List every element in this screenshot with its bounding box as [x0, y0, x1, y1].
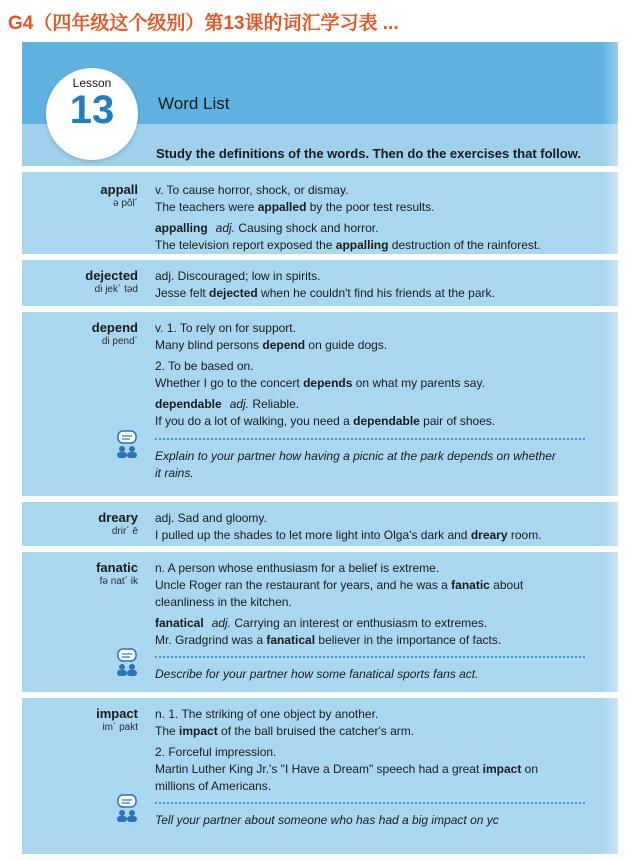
entry-fanatic	[22, 546, 618, 692]
page-title: Word List	[158, 94, 230, 113]
entry-dejected	[22, 254, 618, 306]
example: Whether I go to the concert depends on what my parents say.	[155, 376, 485, 390]
example: Uncle Roger ran the restaurant for years, and he was a fanatic about	[155, 578, 524, 592]
headword: appall	[100, 182, 138, 197]
pronunciation: ə pôl´	[112, 198, 138, 209]
partner-prompt: Describe for your partner how some fanatical sports fans act.	[155, 667, 479, 681]
partner-talk-icon	[114, 648, 140, 678]
example: The teachers were appalled by the poor test results.	[155, 200, 435, 214]
dotted-divider	[155, 656, 585, 658]
headword: depend	[91, 320, 138, 335]
partner-prompt-cont: it rains.	[155, 466, 194, 480]
definition: n. 1. The striking of one object by another.	[155, 707, 379, 721]
dotted-divider	[155, 438, 585, 440]
page-spine-shadow	[602, 42, 618, 854]
derivative: fanatical adj. Carrying an interest or enthusiasm to extremes.	[155, 616, 488, 630]
headword: impact	[96, 706, 138, 721]
example: I pulled up the shades to let more light into Olga's dark and dreary room.	[155, 528, 542, 542]
derivative: appalling adj. Causing shock and horror.	[155, 221, 379, 235]
example-cont: millions of Americans.	[155, 779, 272, 793]
example: The television report exposed the appalling destruction of the rainforest.	[155, 238, 541, 252]
example: If you do a lot of walking, you need a dependable pair of shoes.	[155, 414, 496, 428]
pronunciation: im´ pakt	[102, 722, 138, 733]
partner-talk-icon	[114, 430, 140, 460]
headword: dreary	[98, 510, 138, 525]
example: Many blind persons depend on guide dogs.	[155, 338, 388, 352]
entry-appall	[22, 166, 618, 260]
definition: n. A person whose enthusiasm for a belief is extreme.	[155, 561, 440, 575]
example: Mr. Gradgrind was a fanatical believer in the importance of facts.	[155, 633, 502, 647]
definition: adj. Sad and gloomy.	[155, 511, 267, 525]
entry-impact	[22, 692, 618, 854]
example: Martin Luther King Jr.'s "I Have a Dream" speech had a great impact on	[155, 762, 539, 776]
partner-prompt: Explain to your partner how having a picnic at the park depends on whether	[155, 449, 556, 463]
pronunciation: fə nat´ ik	[99, 576, 138, 587]
definition: 2. To be based on.	[155, 359, 254, 373]
lesson-number: 13	[69, 88, 115, 132]
example: The impact of the ball bruised the catcher's arm.	[155, 724, 415, 738]
partner-talk-icon	[114, 794, 140, 824]
headword: fanatic	[96, 560, 138, 575]
definition: v. 1. To rely on for support.	[155, 321, 296, 335]
pronunciation: di pend´	[101, 336, 138, 347]
lesson-label: Lesson	[72, 76, 112, 90]
pronunciation: drir´ ē	[111, 526, 138, 537]
definition: adj. Discouraged; low in spirits.	[155, 269, 321, 283]
dotted-divider	[155, 802, 585, 804]
definition: 2. Forceful impression.	[155, 745, 277, 759]
definition: v. To cause horror, shock, or dismay.	[155, 183, 349, 197]
partner-prompt: Tell your partner about someone who has had a big impact on yc	[155, 813, 499, 827]
entry-depend	[22, 306, 618, 496]
example-cont: cleanliness in the kitchen.	[155, 595, 292, 609]
lesson-badge	[46, 68, 138, 160]
pronunciation: di jek´ təd	[94, 284, 138, 295]
instructions: Study the definitions of the words. Then do the exercises that follow.	[156, 146, 581, 161]
derivative: dependable adj. Reliable.	[155, 397, 300, 411]
example: Jesse felt dejected when he couldn't find his friends at the park.	[155, 286, 495, 300]
page-caption: G4（四年级这个级别）第13课的词汇学习表 ...	[8, 13, 399, 34]
entry-dreary	[22, 496, 618, 546]
headword: dejected	[85, 268, 138, 283]
workbook-page	[22, 42, 618, 854]
